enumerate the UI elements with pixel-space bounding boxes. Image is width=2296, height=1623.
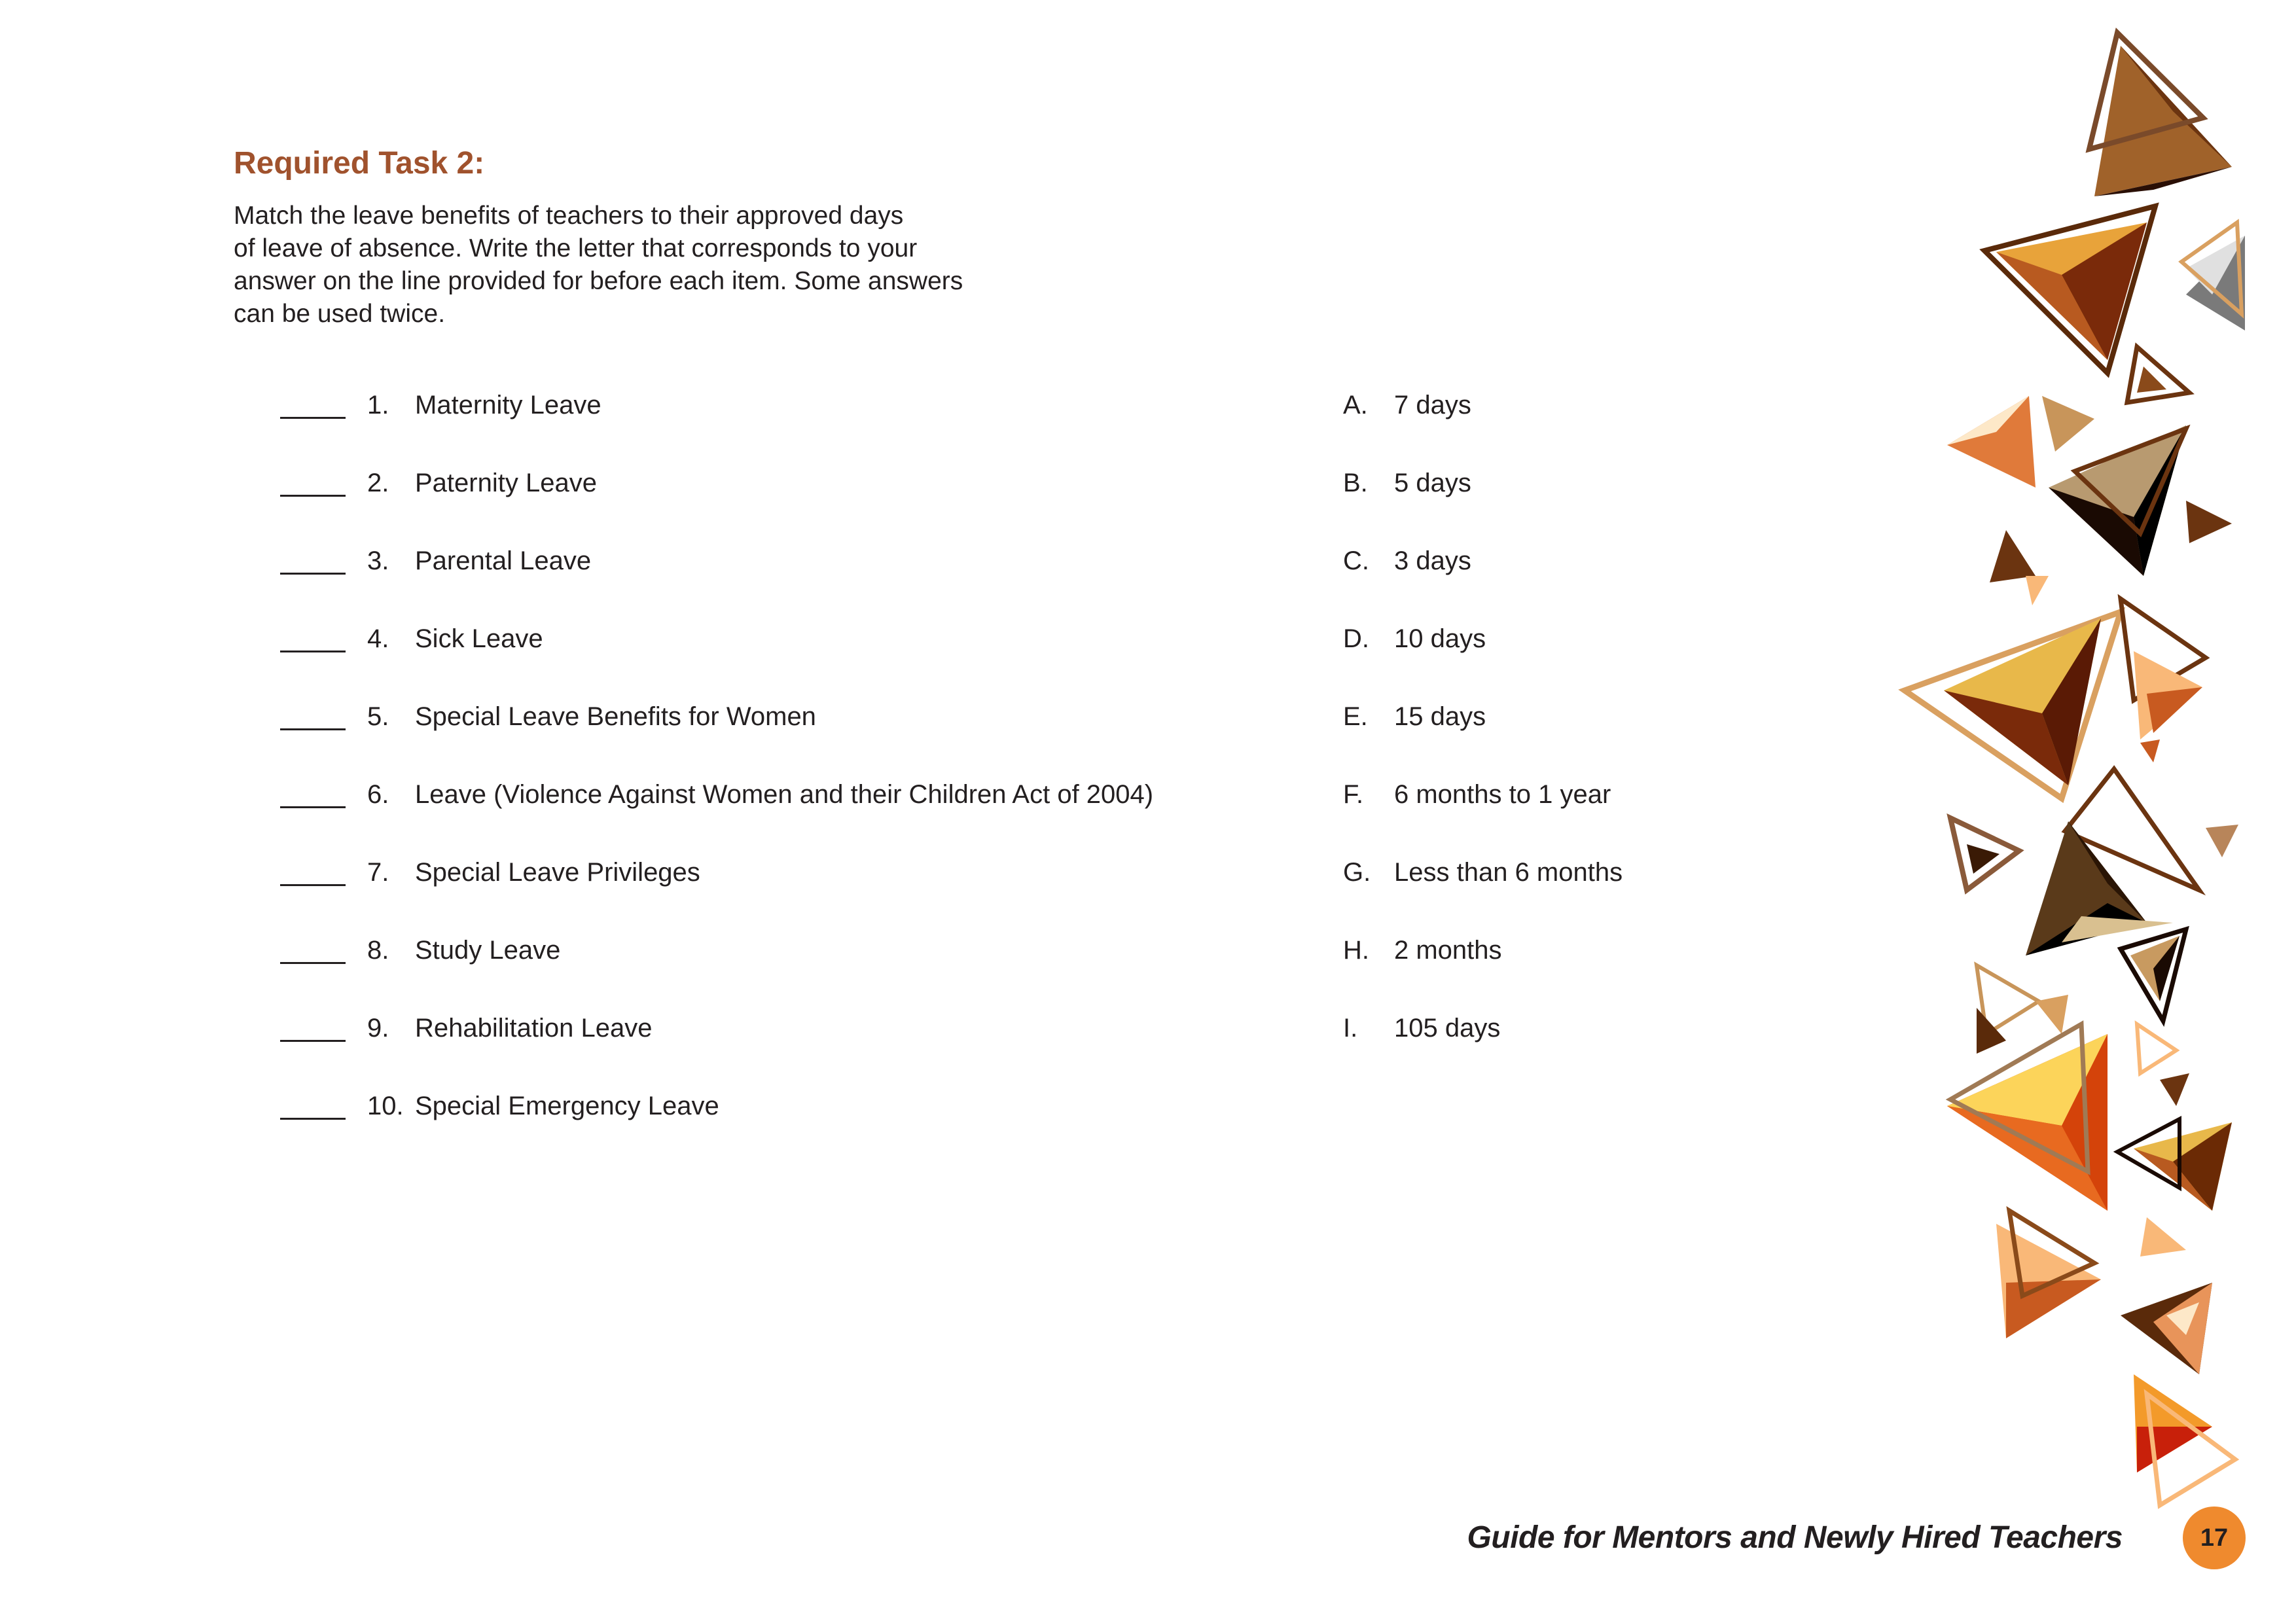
option-letter: C. (1343, 546, 1369, 575)
instruction-line: answer on the line provided for before each item. Some answers (234, 267, 963, 295)
answer-line[interactable] (280, 962, 346, 964)
option-letter: F. (1343, 780, 1364, 809)
option-text: 3 days (1394, 546, 1471, 575)
instruction-line: of leave of absence. Write the letter that corresponds to your (234, 234, 918, 262)
answer-line[interactable] (280, 884, 346, 886)
item-label: Study Leave (415, 936, 561, 965)
instruction-line: can be used twice. (234, 300, 446, 328)
option-letter: E. (1343, 702, 1368, 731)
option-text: 2 months (1394, 936, 1502, 965)
item-number: 3. (367, 546, 389, 575)
task-title: Required Task 2: (234, 146, 485, 181)
item-label: Special Leave Privileges (415, 858, 700, 887)
item-label: Paternity Leave (415, 469, 597, 497)
item-label: Maternity Leave (415, 391, 601, 419)
answer-line[interactable] (280, 417, 346, 419)
item-number: 8. (367, 936, 389, 965)
item-label: Parental Leave (415, 546, 592, 575)
item-label: Leave (Violence Against Women and their Children Act of 2004) (415, 780, 1154, 809)
option-text: 7 days (1394, 391, 1471, 419)
task-instructions (234, 200, 1006, 330)
item-label: Sick Leave (415, 624, 543, 653)
item-label: Rehabilitation Leave (415, 1014, 653, 1043)
instruction-line: Match the leave benefits of teachers to their approved days (234, 202, 904, 230)
answer-line[interactable] (280, 495, 346, 497)
item-number: 7. (367, 858, 389, 887)
item-label: Special Emergency Leave (415, 1092, 719, 1120)
answer-line[interactable] (280, 651, 346, 652)
option-letter: A. (1343, 391, 1368, 419)
decorative-triangles (1846, 0, 2296, 1623)
option-text: 15 days (1394, 702, 1486, 731)
answer-line[interactable] (280, 1040, 346, 1042)
item-number: 10. (367, 1092, 404, 1120)
item-number: 2. (367, 469, 389, 497)
option-text: 6 months to 1 year (1394, 780, 1611, 809)
guide-title: Guide for Mentors and Newly Hired Teachers (1467, 1520, 2123, 1555)
item-number: 6. (367, 780, 389, 809)
answer-line[interactable] (280, 1118, 346, 1120)
item-number: 9. (367, 1014, 389, 1043)
item-number: 4. (367, 624, 389, 653)
option-letter: H. (1343, 936, 1369, 965)
page-number-badge: 17 (2183, 1507, 2246, 1569)
option-letter: B. (1343, 469, 1368, 497)
option-text: 105 days (1394, 1014, 1501, 1043)
option-text: 10 days (1394, 624, 1486, 653)
option-text: Less than 6 months (1394, 858, 1623, 887)
answer-line[interactable] (280, 806, 346, 808)
option-text: 5 days (1394, 469, 1471, 497)
answer-line[interactable] (280, 573, 346, 575)
answer-line[interactable] (280, 728, 346, 730)
option-letter: I. (1343, 1014, 1358, 1043)
option-letter: G. (1343, 858, 1371, 887)
option-letter: D. (1343, 624, 1369, 653)
item-number: 5. (367, 702, 389, 731)
item-number: 1. (367, 391, 389, 419)
item-label: Special Leave Benefits for Women (415, 702, 816, 731)
